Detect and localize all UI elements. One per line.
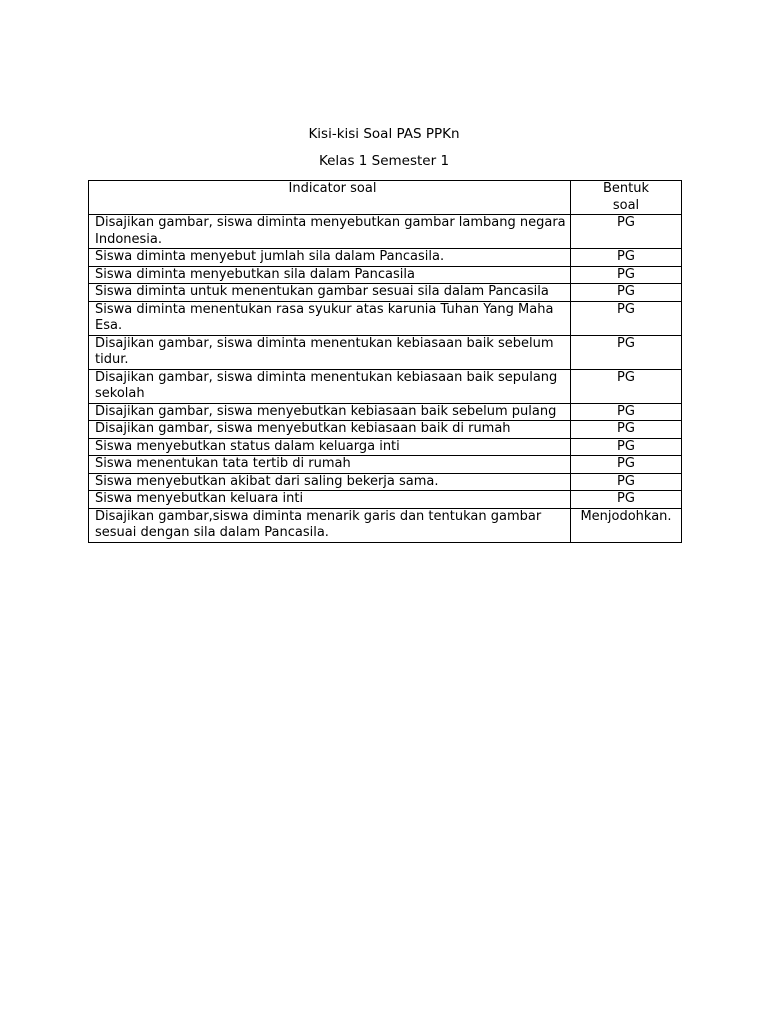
indicator-cell: Disajikan gambar, siswa diminta menentukan kebiasaan baik sepulang sekolah <box>89 369 571 403</box>
header-form-label: Bentuk soal <box>602 181 650 213</box>
table-header-row <box>89 181 682 215</box>
form-cell: PG <box>571 249 682 267</box>
table-row <box>89 403 682 421</box>
indicator-cell: Disajikan gambar, siswa menyebutkan kebiasaan baik sebelum pulang <box>89 403 571 421</box>
table-row <box>89 438 682 456</box>
indicator-cell: Disajikan gambar, siswa diminta menyebutkan gambar lambang negara Indonesia. <box>89 215 571 249</box>
indicator-cell: Disajikan gambar,siswa diminta menarik garis dan tentukan gambar sesuai dengan sila dalam Pancasila. <box>89 508 571 542</box>
table-row <box>89 508 682 542</box>
indicator-cell: Siswa diminta menyebutkan sila dalam Pancasila <box>89 266 571 284</box>
indicator-cell: Siswa menyebutkan status dalam keluarga inti <box>89 438 571 456</box>
table-row <box>89 456 682 474</box>
indicator-cell: Siswa menyebutkan keluara inti <box>89 491 571 509</box>
form-cell: PG <box>571 491 682 509</box>
table-row <box>89 249 682 267</box>
indicator-cell: Siswa diminta untuk menentukan gambar sesuai sila dalam Pancasila <box>89 284 571 302</box>
form-cell: PG <box>571 284 682 302</box>
document-title: Kisi-kisi Soal PAS PPKn <box>308 126 460 142</box>
form-cell: PG <box>571 215 682 249</box>
table-row <box>89 301 682 335</box>
indicator-cell: Disajikan gambar, siswa menyebutkan kebiasaan baik di rumah <box>89 421 571 439</box>
document-subtitle: Kelas 1 Semester 1 <box>318 153 450 169</box>
table-row <box>89 421 682 439</box>
indicator-cell: Siswa menyebutkan akibat dari saling bekerja sama. <box>89 473 571 491</box>
table-row <box>89 473 682 491</box>
form-cell: PG <box>571 369 682 403</box>
form-cell: PG <box>571 301 682 335</box>
form-cell: PG <box>571 335 682 369</box>
indicator-cell: Siswa menentukan tata tertib di rumah <box>89 456 571 474</box>
form-cell: PG <box>571 421 682 439</box>
question-grid-table <box>88 180 682 543</box>
form-cell: PG <box>571 438 682 456</box>
indicator-cell: Siswa diminta menentukan rasa syukur atas karunia Tuhan Yang Maha Esa. <box>89 301 571 335</box>
form-cell: Menjodohkan. <box>571 508 682 542</box>
table-row <box>89 284 682 302</box>
table-row <box>89 491 682 509</box>
indicator-cell: Disajikan gambar, siswa diminta menentukan kebiasaan baik sebelum tidur. <box>89 335 571 369</box>
indicator-cell: Siswa diminta menyebut jumlah sila dalam Pancasila. <box>89 249 571 267</box>
table-row <box>89 369 682 403</box>
form-cell: PG <box>571 403 682 421</box>
table-row <box>89 335 682 369</box>
header-form <box>571 181 682 215</box>
form-cell: PG <box>571 473 682 491</box>
table-row <box>89 266 682 284</box>
form-cell: PG <box>571 266 682 284</box>
form-cell: PG <box>571 456 682 474</box>
header-indicator: Indicator soal <box>89 181 571 215</box>
table-row <box>89 215 682 249</box>
